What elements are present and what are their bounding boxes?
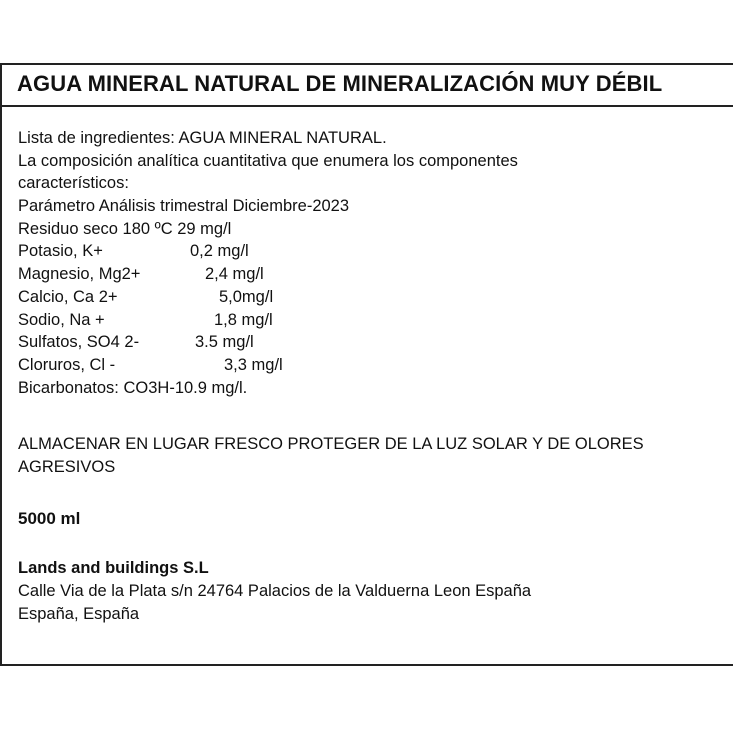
component-row-potassium bbox=[18, 240, 718, 263]
storage-instructions: ALMACENAR EN LUGAR FRESCO PROTEGER DE LA LUZ SOLAR Y DE OLORES AGRESIVOS bbox=[18, 435, 644, 476]
component-value: 0,2 mg/l bbox=[190, 242, 249, 261]
component-row-chlorides bbox=[18, 354, 718, 377]
ingredients-line: Lista de ingredientes: AGUA MINERAL NATURAL. bbox=[18, 129, 387, 147]
component-name: Calcio, Ca 2+ bbox=[18, 287, 118, 306]
component-row-sodium bbox=[18, 309, 718, 332]
composition-intro-line-1: La composición analítica cuantitativa que enumera los componentes bbox=[18, 151, 518, 170]
company-info bbox=[18, 557, 718, 626]
component-value: 3,3 mg/l bbox=[224, 355, 283, 374]
component-value: 2,4 mg/l bbox=[205, 265, 264, 284]
component-value: 5,0mg/l bbox=[219, 287, 274, 306]
component-name: Magnesio, Mg2+ bbox=[18, 265, 141, 284]
bicarbonates-line: Bicarbonatos: CO3H-10.9 mg/l. bbox=[18, 378, 248, 397]
component-row-calcium bbox=[18, 286, 718, 309]
component-row-magnesium bbox=[18, 263, 718, 286]
component-value: 1,8 mg/l bbox=[214, 310, 273, 329]
component-name: Cloruros, Cl - bbox=[18, 355, 116, 374]
analysis-header: Parámetro Análisis trimestral Diciembre-2023 bbox=[18, 197, 350, 216]
component-name: Potasio, K+ bbox=[18, 242, 103, 261]
component-value: 3.5 mg/l bbox=[195, 333, 254, 352]
component-name: Sulfatos, SO4 2- bbox=[18, 333, 140, 352]
composition-section bbox=[18, 127, 718, 399]
title-row bbox=[2, 65, 733, 107]
composition-intro-line-2: característicos: bbox=[18, 174, 129, 193]
component-name: Sodio, Na + bbox=[18, 310, 105, 329]
company-country: España, España bbox=[18, 605, 140, 623]
company-name: Lands and buildings S.L bbox=[18, 559, 209, 577]
product-label-box bbox=[0, 63, 733, 666]
net-volume: 5000 ml bbox=[18, 509, 81, 528]
product-title: AGUA MINERAL NATURAL DE MINERALIZACIÓN MUY DÉBIL bbox=[17, 71, 663, 96]
component-row-sulfates bbox=[18, 331, 718, 354]
dry-residue-line: Residuo seco 180 ºC 29 mg/l bbox=[18, 219, 232, 238]
company-address: Calle Via de la Plata s/n 24764 Palacios de la Valduerna Leon España bbox=[18, 582, 532, 600]
